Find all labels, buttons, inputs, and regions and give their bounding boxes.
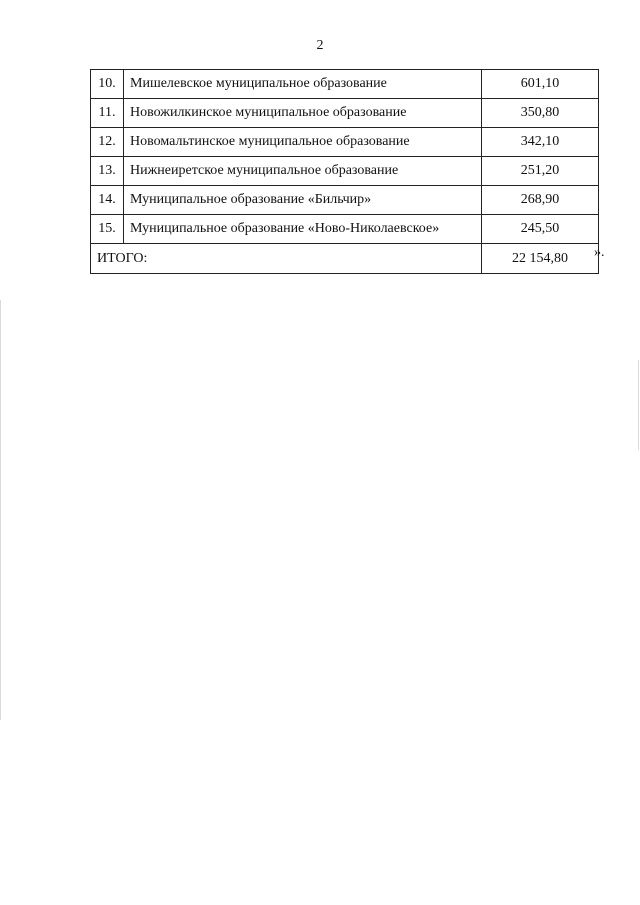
table-body [91, 70, 599, 274]
amount-value: 601,10 [482, 70, 599, 99]
total-label: ИТОГО: [91, 244, 482, 274]
budget-table [90, 69, 599, 274]
total-row [91, 244, 599, 274]
amount-value: 245,50 [482, 215, 599, 244]
closing-quote-mark: ». [594, 245, 605, 260]
municipality-name: Новожилкинское муниципальное образование [124, 99, 482, 128]
row-number: 12. [91, 128, 124, 157]
table-row [91, 70, 599, 99]
row-number: 11. [91, 99, 124, 128]
table-row [91, 186, 599, 215]
amount-value: 268,90 [482, 186, 599, 215]
amount-value: 342,10 [482, 128, 599, 157]
scan-edge-mark [0, 300, 1, 720]
table-row [91, 157, 599, 186]
table-row [91, 215, 599, 244]
municipality-name: Мишелевское муниципальное образование [124, 70, 482, 99]
amount-value: 350,80 [482, 99, 599, 128]
amount-value: 251,20 [482, 157, 599, 186]
row-number: 14. [91, 186, 124, 215]
row-number: 13. [91, 157, 124, 186]
row-number: 15. [91, 215, 124, 244]
table-row [91, 128, 599, 157]
municipality-name: Нижнеиретское муниципальное образование [124, 157, 482, 186]
municipality-name: Муниципальное образование «Бильчир» [124, 186, 482, 215]
page-number: 2 [316, 38, 324, 53]
total-value: 22 154,80 [482, 244, 599, 274]
municipality-name: Новомальтинское муниципальное образование [124, 128, 482, 157]
table-row [91, 99, 599, 128]
municipality-name: Муниципальное образование «Ново-Николаевское» [124, 215, 482, 244]
scan-edge-mark [638, 360, 639, 450]
row-number: 10. [91, 70, 124, 99]
